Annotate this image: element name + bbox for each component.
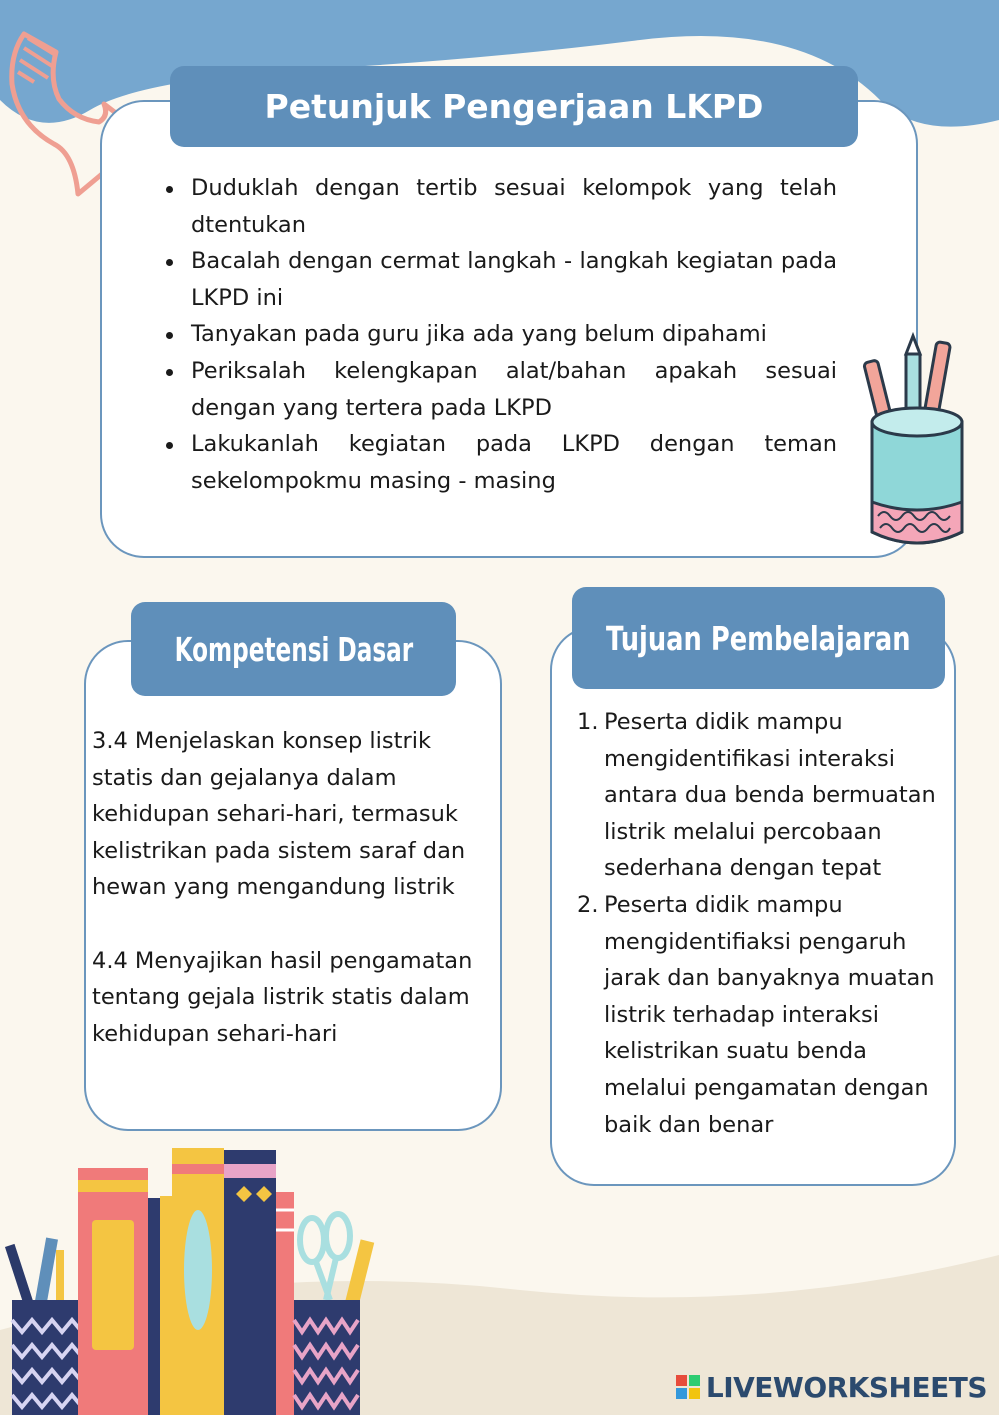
tujuan-item <box>577 887 952 1143</box>
books-stack-icon <box>0 1140 400 1415</box>
tujuan-title: Tujuan Pembelajaran <box>572 587 945 689</box>
tujuan-item-text: Peserta didik mampu mengidentifikasi interaksi antara dua benda bermuatan listrik melalui percobaan sederhana dengan tepat <box>604 709 936 882</box>
pencil-holder-icon <box>5 1237 82 1415</box>
brand-text: LIVEWORKSHEETS <box>705 1370 987 1404</box>
scissors-icon <box>300 1214 350 1300</box>
tujuan-item <box>577 704 952 887</box>
tujuan-item-text: Peserta didik mampu mengidentifiaksi pengaruh jarak dan banyaknya muatan listrik terhadap interaksi kelistrikan suatu benda melalui pengamatan dengan baik dan benar <box>604 891 935 1138</box>
pencil-cup-icon <box>862 332 972 558</box>
brand-logo <box>676 1369 987 1405</box>
instruction-item: Bacalah dengan cermat langkah - langkah kegiatan pada LKPD ini <box>160 243 837 316</box>
kd-4-4: 4.4 Menyajikan hasil pengamatan tentang gejala listrik statis dalam kehidupan sehari-hari <box>92 947 473 1047</box>
instruction-item: Duduklah dengan tertib sesuai kelompok yang telah dtentukan <box>160 170 837 243</box>
tujuan-item-number: 1. <box>577 709 599 735</box>
instruction-item: Lakukanlah kegiatan pada LKPD dengan teman sekelompokmu masing - masing <box>160 426 837 499</box>
instructions-title: Petunjuk Pengerjaan LKPD <box>170 66 858 147</box>
liveworksheets-logo-icon <box>676 1375 700 1399</box>
kompetensi-title: Kompetensi Dasar <box>131 602 456 696</box>
kompetensi-body <box>92 723 492 1052</box>
kd-3-4: 3.4 Menjelaskan konsep listrik statis dan gejalanya dalam kehidupan sehari-hari, termasuk kelistrikan pada sistem saraf dan hewan yang mengandung listrik <box>92 728 466 901</box>
instruction-item: Tanyakan pada guru jika ada yang belum dipahami <box>160 316 837 353</box>
tujuan-item-number: 2. <box>577 891 599 918</box>
instructions-list <box>160 170 837 499</box>
instruction-item: Periksalah kelengkapan alat/bahan apakah sesuai dengan yang tertera pada LKPD <box>160 353 837 426</box>
tujuan-list <box>577 704 952 1143</box>
